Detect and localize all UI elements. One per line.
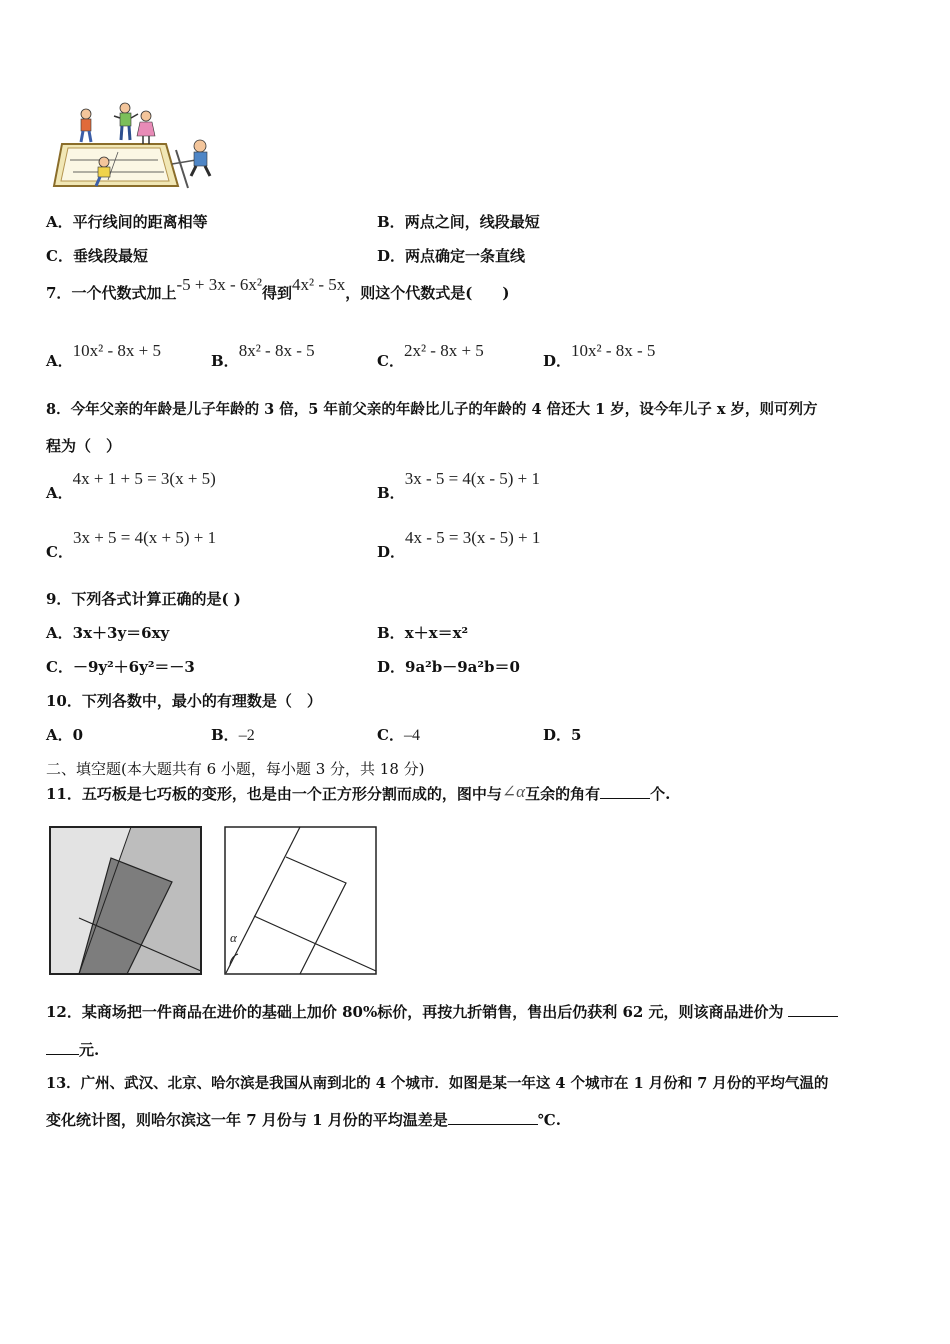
q12-stem-line1 xyxy=(46,1001,838,1022)
option-text: 5 xyxy=(571,726,582,744)
stem-text-b: ℃. xyxy=(537,1111,561,1129)
q6-option-b[interactable] xyxy=(377,211,540,232)
q8-option-b[interactable] xyxy=(377,468,541,502)
q9-option-c[interactable] xyxy=(46,656,195,677)
option-letter: A． xyxy=(46,352,73,370)
q10-stem: 10．下列各数中，最小的有理数是（ ） xyxy=(46,692,322,710)
option-text: 0 xyxy=(72,726,84,744)
answer-blank-cont[interactable] xyxy=(46,1040,79,1055)
expression-2: 4x² - 5x xyxy=(291,275,346,294)
alpha-label: α xyxy=(230,930,237,945)
q8-stem-line2: 程为（ ） xyxy=(46,437,122,455)
option-letter: C． xyxy=(377,352,404,370)
option-text: 两点确定一条直线 xyxy=(405,247,526,265)
q6-option-d[interactable] xyxy=(377,245,525,266)
q10-option-d[interactable] xyxy=(543,724,581,745)
option-letter: D． xyxy=(543,352,572,370)
q12-stem-line2 xyxy=(46,1039,99,1060)
q8-option-a[interactable] xyxy=(46,468,216,502)
option-text: －9y²＋6y²＝－3 xyxy=(72,658,195,676)
section-heading: 二、填空题(本大题共有 6 小题，每小题 3 分，共 18 分) xyxy=(46,760,425,778)
q10-option-a[interactable] xyxy=(46,724,83,745)
option-text: x＋x＝x² xyxy=(404,624,469,642)
q7-stem xyxy=(46,275,510,303)
option-expression: 10x² - 8x - 5 xyxy=(571,341,656,360)
option-text: 两点之间，线段最短 xyxy=(404,213,540,231)
option-expression: 3x + 5 = 4(x + 5) + 1 xyxy=(72,528,217,547)
stem-text-a: 一个代数式加上 xyxy=(71,284,177,302)
q6-option-c[interactable] xyxy=(46,245,148,266)
option-text: 平行线间的距离相等 xyxy=(72,213,208,231)
stem-text-a: 11．五巧板是七巧板的变形，也是由一个正方形分割而成的，图中与 xyxy=(46,785,502,803)
stem-text-a: 变化统计图，则哈尔滨这一年 7 月份与 1 月份的平均温差是 xyxy=(46,1111,448,1129)
q11-stem xyxy=(46,783,670,804)
q7-option-a[interactable] xyxy=(46,340,161,370)
tangram-figure-outline xyxy=(224,826,377,975)
q9-option-a[interactable] xyxy=(46,622,169,643)
option-text: 9a²b－9a²b＝0 xyxy=(405,658,520,676)
option-letter: D． xyxy=(377,247,406,265)
answer-blank[interactable] xyxy=(788,1002,838,1017)
option-letter: C． xyxy=(46,247,73,265)
option-letter: A． xyxy=(46,624,73,642)
option-letter: A． xyxy=(46,213,73,231)
option-letter: D． xyxy=(377,543,406,561)
option-letter: C． xyxy=(46,543,73,561)
option-expression: 3x - 5 = 4(x - 5) + 1 xyxy=(404,469,541,488)
option-expression: 10x² - 8x + 5 xyxy=(72,341,161,360)
stem-text-b: 得到 xyxy=(261,284,292,302)
q13-stem-line2 xyxy=(46,1109,561,1130)
answer-blank[interactable] xyxy=(448,1110,538,1125)
option-text: 3x＋3y＝6xy xyxy=(72,624,170,642)
stem-text: 12．某商场把一件商品在进价的基础上加价 80%标价，再按九折销售，售出后仍获利 62 元，则该商品进价为 xyxy=(46,1003,784,1021)
option-letter: B． xyxy=(377,213,405,231)
option-text: 垂线段最短 xyxy=(72,247,148,265)
answer-blank[interactable] xyxy=(600,784,650,799)
option-letter: C． xyxy=(377,726,404,744)
q7-option-b[interactable] xyxy=(211,340,315,370)
option-expression: 4x + 1 + 5 = 3(x + 5) xyxy=(72,469,216,488)
option-text: –4 xyxy=(403,727,420,744)
option-letter: B． xyxy=(211,352,239,370)
stem-text-c: ，则这个代数式是( ) xyxy=(345,284,510,302)
stem-text-c: 个. xyxy=(650,785,671,803)
option-letter: A． xyxy=(46,484,73,502)
question-number: 7． xyxy=(46,284,72,302)
option-letter: B． xyxy=(211,726,239,744)
stem-text-b: 互余的角有 xyxy=(525,785,601,803)
angle-alpha: ∠α xyxy=(501,782,526,801)
children-measuring-illustration xyxy=(48,100,223,192)
stem-text: 元. xyxy=(79,1041,100,1059)
q6-option-a[interactable] xyxy=(46,211,208,232)
q7-option-c[interactable] xyxy=(377,340,484,370)
q10-option-c[interactable] xyxy=(377,724,420,745)
option-letter: A． xyxy=(46,726,73,744)
q8-option-c[interactable] xyxy=(46,527,217,561)
option-letter: D． xyxy=(543,726,572,744)
option-letter: B． xyxy=(377,484,405,502)
q8-option-d[interactable] xyxy=(377,527,541,561)
option-expression: 4x - 5 = 3(x - 5) + 1 xyxy=(405,528,541,547)
option-letter: C． xyxy=(46,658,73,676)
q8-stem-line1: 8．今年父亲的年龄是儿子年龄的 3 倍，5 年前父亲的年龄比儿子的年龄的 4 倍还大 1 岁，设今年儿子 x 岁，则可列方 xyxy=(46,401,818,418)
option-letter: B． xyxy=(377,624,405,642)
q13-stem-line1: 13．广州、武汉、北京、哈尔滨是我国从南到北的 4 个城市．如图是某一年这 4 个城市在 1 月份和 7 月份的平均气温的 xyxy=(46,1075,829,1092)
q10-option-b[interactable] xyxy=(211,724,255,745)
tangram-figure-shaded xyxy=(49,826,202,975)
option-expression: 8x² - 8x - 5 xyxy=(238,341,315,360)
q7-option-d[interactable] xyxy=(543,340,656,370)
q9-option-d[interactable] xyxy=(377,656,520,677)
option-letter: D． xyxy=(377,658,406,676)
expression-1: -5 + 3x - 6x² xyxy=(176,275,262,294)
option-expression: 2x² - 8x + 5 xyxy=(403,341,484,360)
q9-option-b[interactable] xyxy=(377,622,468,643)
option-text: –2 xyxy=(238,727,255,744)
q9-stem: 9．下列各式计算正确的是( ) xyxy=(46,590,241,608)
